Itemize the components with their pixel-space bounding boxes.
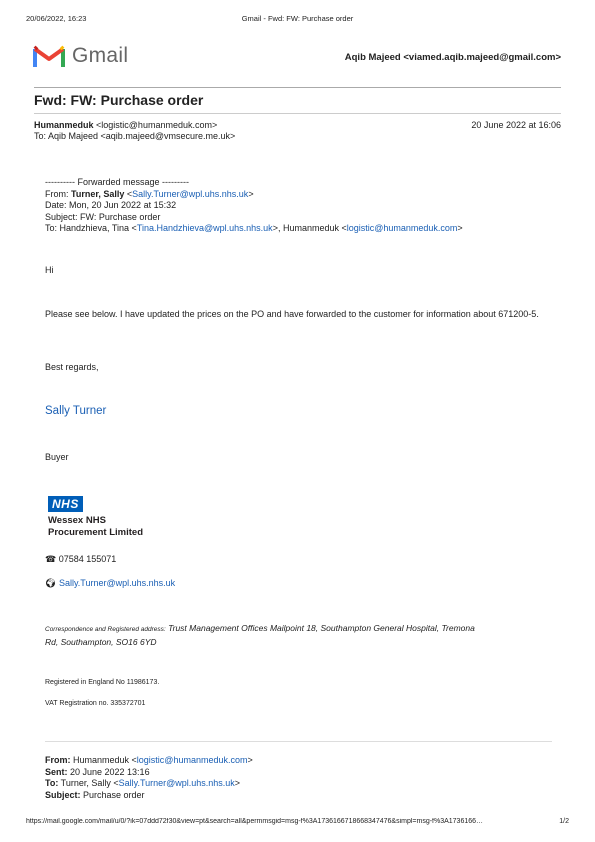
- org-logo-text: [48, 515, 143, 539]
- quoted-header: [45, 755, 253, 801]
- fwd-from-open: <: [124, 188, 133, 199]
- print-title: Gmail - Fwd: FW: Purchase order: [241, 14, 354, 23]
- recipient-line: To: Aqib Majeed <aqib.majeed@vmsecure.me.uk>: [34, 131, 236, 141]
- signature-role: Buyer: [45, 452, 69, 462]
- registration-number: Registered in England No 11986173.: [45, 679, 160, 686]
- fwd-from-line: [45, 189, 463, 201]
- fwd-to-prefix: To: Handzhieva, Tina <: [45, 223, 137, 233]
- fwd-to-suffix: >: [457, 223, 463, 233]
- fwd-from-close: >: [248, 188, 254, 199]
- gmail-logo-icon: [33, 43, 65, 69]
- account-email: Aqib Majeed <viamed.aqib.majeed@gmail.com>: [344, 52, 561, 63]
- quoted-sent-label: Sent:: [45, 766, 68, 777]
- nhs-logo: NHS: [48, 496, 83, 512]
- print-page-number: 1/2: [559, 818, 569, 825]
- quoted-from-email-link[interactable]: logistic@humanmeduk.com: [136, 755, 248, 765]
- forwarded-marker: ---------- Forwarded message ---------: [45, 177, 189, 187]
- globe-icon: 🌍︎: [45, 578, 57, 588]
- quoted-subject-label: Subject:: [45, 789, 81, 800]
- phone-number: 07584 155071: [58, 554, 117, 564]
- thread-subject: Fwd: FW: Purchase order: [34, 92, 204, 108]
- fwd-to-email-link-1[interactable]: Tina.Handzhieva@wpl.uhs.nhs.uk: [136, 223, 273, 233]
- quoted-to-email-link[interactable]: Sally.Turner@wpl.uhs.nhs.uk: [118, 778, 235, 788]
- phone-icon: ☎: [45, 554, 57, 564]
- forwarded-block: [45, 177, 463, 235]
- address-block: [45, 622, 550, 648]
- header-divider: [34, 87, 561, 88]
- address-line2: Rd, Southampton, SO16 6YD: [45, 637, 157, 647]
- fwd-from-label: From:: [45, 188, 71, 199]
- sender-email[interactable]: <logistic@humanmeduk.com>: [96, 120, 218, 130]
- contact-email-link[interactable]: Sally.Turner@wpl.uhs.nhs.uk: [58, 578, 176, 588]
- quote-divider: [45, 741, 552, 742]
- signoff: Best regards,: [45, 362, 99, 372]
- quoted-to-close: >: [234, 778, 241, 788]
- quoted-from-text: Humanmeduk <: [70, 755, 137, 765]
- quoted-sent-text: 20 June 2022 13:16: [67, 766, 150, 777]
- message-date: 20 June 2022 at 16:06: [471, 120, 561, 130]
- sender-line: [34, 120, 217, 132]
- gmail-logo-text: Gmail: [72, 44, 129, 67]
- org-name-line2: Procurement Limited: [48, 527, 144, 538]
- body-paragraph: Please see below. I have updated the prices on the PO and have forwarded to the customer for information about 671200-5.: [45, 309, 539, 319]
- print-url: https://mail.google.com/mail/u/0/?ik=07ddd72f30&view=pt&search=all&permmsgid=msg-f%3A1736166718668347476&simpl=msg-f%3A1736166…: [26, 818, 484, 825]
- quoted-subject-line: [45, 790, 253, 802]
- quoted-from-label: From:: [45, 755, 71, 765]
- greeting: Hi: [45, 265, 54, 275]
- fwd-to-mid: >, Humanmeduk <: [272, 223, 347, 233]
- fwd-to-line: [45, 223, 463, 235]
- vat-number: VAT Registration no. 335372701: [45, 700, 146, 707]
- print-datetime: 20/06/2022, 16:23: [26, 14, 87, 23]
- org-name-line1: Wessex NHS: [48, 515, 106, 526]
- signature-name: Sally Turner: [45, 405, 107, 417]
- fwd-from-name: Turner, Sally: [71, 188, 125, 199]
- phone-line: [45, 554, 116, 566]
- sender-name: Humanmeduk: [34, 120, 94, 130]
- subject-divider: [34, 113, 561, 114]
- quoted-to-text: Turner, Sally <: [58, 778, 119, 788]
- quoted-to-line: [45, 778, 253, 790]
- fwd-date-line: Date: Mon, 20 Jun 2022 at 15:32: [45, 200, 177, 210]
- fwd-from-email-link[interactable]: Sally.Turner@wpl.uhs.nhs.uk: [132, 188, 249, 199]
- address-line1: Trust Management Offices Mailpoint 18, Southampton General Hospital, Tremona: [168, 623, 475, 633]
- quoted-sent-line: [45, 767, 253, 779]
- quoted-subject-text: Purchase order: [80, 789, 145, 800]
- quoted-from-close: >: [247, 755, 253, 765]
- email-line: [45, 578, 175, 590]
- fwd-to-email-link-2[interactable]: logistic@humanmeduk.com: [346, 223, 458, 233]
- quoted-from-line: [45, 755, 253, 767]
- quoted-to-label: To:: [45, 778, 59, 788]
- fwd-subject-line: Subject: FW: Purchase order: [45, 211, 161, 222]
- address-label: Correspondence and Registered address:: [45, 626, 166, 633]
